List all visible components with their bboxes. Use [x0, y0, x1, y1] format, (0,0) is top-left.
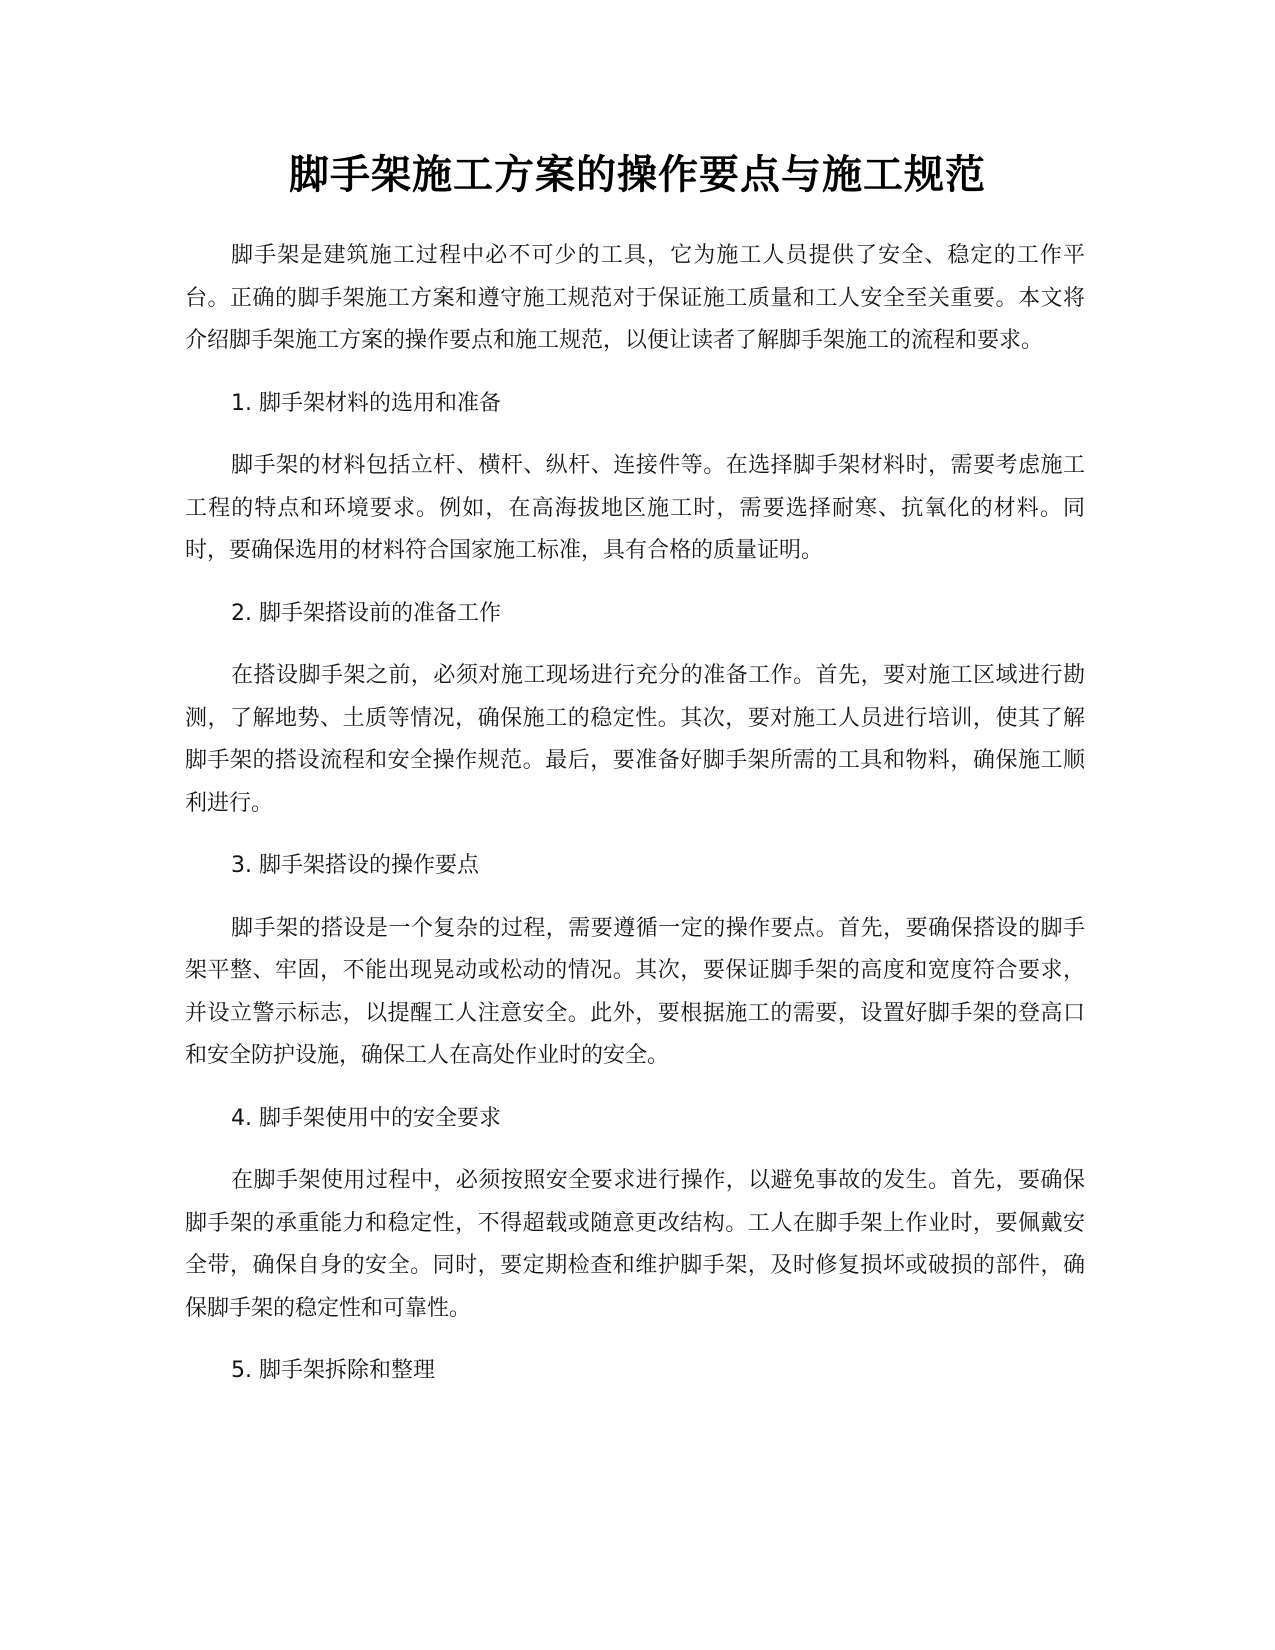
- spacer: [185, 825, 1085, 845]
- section-3-heading: 3. 脚手架搭设的操作要点: [231, 853, 479, 878]
- intro-paragraph: 脚手架是建筑施工过程中必不可少的工具，它为施工人员提供了安全、稳定的工作平台。正确的脚手架施工方案和遵守施工规范对于保证施工质量和工人安全至关重要。本文将介绍脚手架施工方案的操作要点和施工规范，以便让读者了解脚手架施工的流程和要求。: [185, 243, 1085, 353]
- spacer: [185, 1078, 1085, 1098]
- section-1-paragraph: 脚手架的材料包括立杆、横杆、纵杆、连接件等。在选择脚手架材料时，需要考虑施工工程的特点和环境要求。例如，在高海拔地区施工时，需要选择耐寒、抗氧化的材料。同时，要确保选用的材料符合国家施工标准，具有合格的质量证明。: [185, 453, 1085, 563]
- spacer: [185, 425, 1085, 445]
- section-5-heading: 5. 脚手架拆除和整理: [231, 1358, 435, 1383]
- section-4-paragraph: 在脚手架使用过程中，必须按照安全要求进行操作，以避免事故的发生。首先，要确保脚手架的承重能力和稳定性，不得超载或随意更改结构。工人在脚手架上作业时，要佩戴安全带，确保自身的安全。同时，要定期检查和维护脚手架，及时修复损坏或破损的部件，确保脚手架的稳定性和可靠性。: [185, 1168, 1085, 1321]
- document-body: [185, 235, 1085, 1393]
- section-2-paragraph: 在搭设脚手架之前，必须对施工现场进行充分的准备工作。首先，要对施工区域进行勘测，了解地势、土质等情况，确保施工的稳定性。其次，要对施工人员进行培训，使其了解脚手架的搭设流程和安全操作规范。最后，要准备好脚手架所需的工具和物料，确保施工顺利进行。: [185, 663, 1085, 816]
- document-title: 脚手架施工方案的操作要点与施工规范: [289, 152, 986, 198]
- section-3-paragraph: 脚手架的搭设是一个复杂的过程，需要遵循一定的操作要点。首先，要确保搭设的脚手架平整、牢固，不能出现晃动或松动的情况。其次，要保证脚手架的高度和宽度符合要求，并设立警示标志，以提醒工人注意安全。此外，要根据施工的需要，设置好脚手架的登高口和安全防护设施，确保工人在高处作业时的安全。: [185, 915, 1085, 1068]
- spacer: [185, 1330, 1085, 1350]
- spacer: [185, 888, 1085, 908]
- section-1-heading: 1. 脚手架材料的选用和准备: [231, 390, 501, 416]
- spacer: [185, 635, 1085, 655]
- section-4-heading: 4. 脚手架使用中的安全要求: [231, 1105, 501, 1131]
- spacer: [185, 363, 1085, 383]
- spacer: [185, 1140, 1085, 1160]
- section-2-heading: 2. 脚手架搭设前的准备工作: [231, 600, 501, 626]
- spacer: [185, 573, 1085, 593]
